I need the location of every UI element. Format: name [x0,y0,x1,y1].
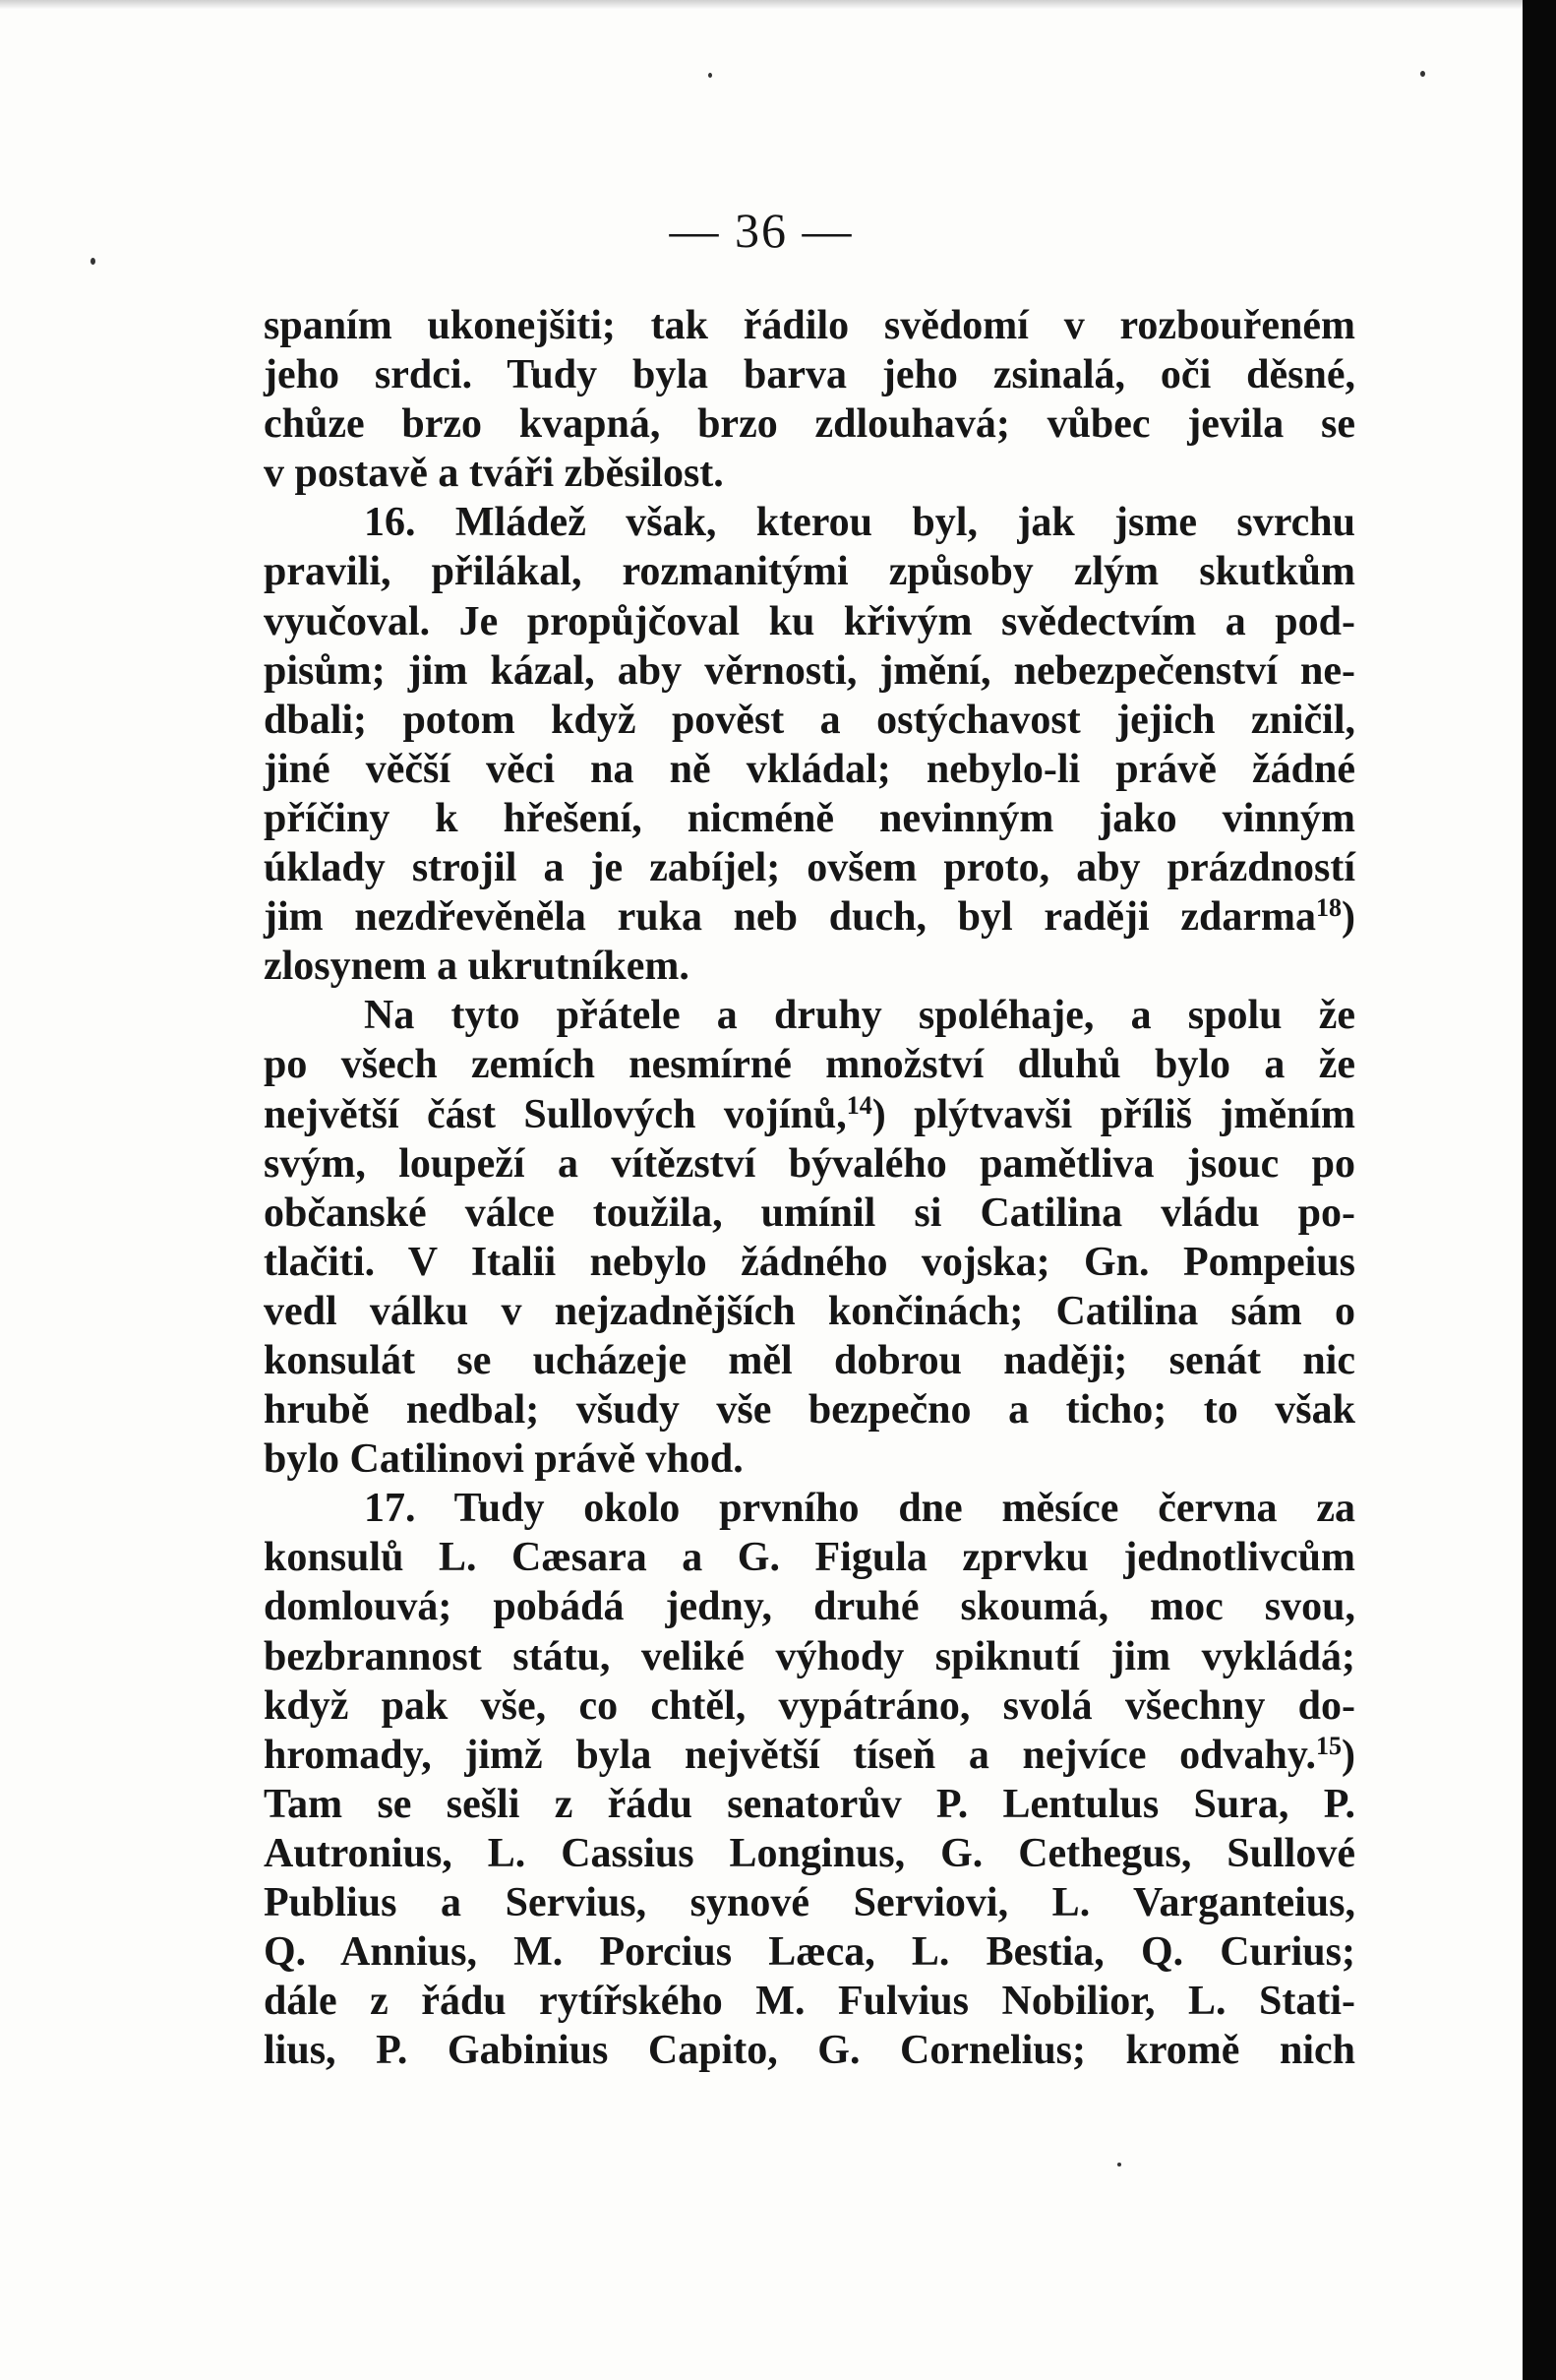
text-line: zlosynem a ukrutníkem. [264,944,689,990]
body-text [264,301,1355,2075]
text-line: občanské válce toužila, umínil si Catilina vládu po- [264,1190,1355,1236]
text-line: Publius a Servius, synové Serviovi, L. Varganteius, [264,1880,1355,1925]
scan-top-shadow [0,0,1523,10]
text-line: konsulát se ucházeje měl dobrou naději; senát nic [264,1337,1355,1383]
text-line: příčiny k hřešení, nicméně nevinným jako vinným [264,795,1355,841]
text-line: spaním ukonejšiti; tak řádilo svědomí v rozbouřeném [264,303,1355,348]
text-line: hromady, jimž byla největší tíseň a nejvíce odvahy.$^{15}$) [264,1731,1355,1778]
footnote-mark: 18 [1316,893,1342,923]
text-line: jiné věčší věci na ně vkládal; nebylo-li právě žádné [264,746,1355,792]
scan-speck [90,258,95,265]
text-line: bezbrannost státu, veliké výhody spiknutí jim vykládá; [264,1633,1355,1679]
text-line: hrubě nedbal; všudy vše bezpečno a ticho; to však [264,1387,1355,1434]
text-line: jeho srdci. Tudy byla barva jeho zsinalá, oči děsné, [264,352,1355,398]
text-line: vedl válku v nejzadnějších končinách; Catilina sám o [264,1288,1355,1334]
text-line: konsulů L. Cæsara a G. Figula zprvku jednotlivcům [264,1535,1355,1581]
text-line: bylo Catilinovi právě vhod. [264,1436,744,1483]
text-line: domlouvá; pobádá jedny, druhé skoumá, moc svou, [264,1584,1355,1630]
scan-speck [1420,71,1425,77]
text-line: 17. Tudy okolo prvního dne měsíce června za [364,1486,1355,1532]
footnote-mark: 14 [846,1090,872,1120]
text-line: když pak vše, co chtěl, vypátráno, svolá všechny do- [264,1682,1355,1729]
text-line: úklady strojil a je zabíjel; ovšem proto, aby prázdností [264,845,1355,891]
text-line: Q. Annius, M. Porcius Læca, L. Bestia, Q. Curius; [264,1929,1355,1976]
text-line: lius, P. Gabinius Capito, G. Cornelius; kromě nich [264,2028,1355,2074]
scan-speck [1117,2163,1121,2166]
text-line: svým, loupeží a vítězství bývalého pamětliva jsouc po [264,1140,1355,1187]
text-line: pravili, přilákal, rozmanitými způsoby zlým skutkům [264,549,1355,595]
text-line: pisům; jim kázal, aby věrnosti, jmění, nebezpečenství ne- [264,647,1355,694]
text-line: po všech zemích nesmírné množství dluhů bylo a že [264,1042,1355,1088]
text-line: v postavě a tváři zběsilost. [264,451,724,497]
text-line: jim nezdřevěněla ruka neb duch, byl raději zdarma$^{18}$) [264,893,1355,941]
scan-speck [708,73,712,78]
text-line: Autronius, L. Cassius Longinus, G. Cethegus, Sullové [264,1830,1355,1876]
text-line: dbali; potom když pověst a ostýchavost jejich zničil, [264,697,1355,743]
text-line: 16. Mládež však, kterou byl, jak jsme svrchu [364,500,1355,546]
footnote-mark: 15 [1316,1731,1342,1760]
page-number: — 36 — [669,203,854,258]
text-line: vyučoval. Je propůjčoval ku křivým svědectvím a pod- [264,598,1355,644]
text-line: Na tyto přátele a druhy spoléhaje, a spolu že [364,993,1355,1039]
scan-dark-edge [1523,0,1556,2380]
text-line: Tam se sešli z řádu senatorův P. Lentulus Sura, P. [264,1781,1355,1827]
text-line: tlačiti. V Italii nebylo žádného vojska; Gn. Pompeius [264,1239,1355,1285]
text-line: chůze brzo kvapná, brzo zdlouhavá; vůbec jevila se [264,401,1355,448]
text-line: dále z řádu rytířského M. Fulvius Nobilior, L. Stati- [264,1979,1355,2025]
text-line: největší část Sullových vojínů,$^{14}$) plýtvavši příliš jměním [264,1090,1355,1137]
